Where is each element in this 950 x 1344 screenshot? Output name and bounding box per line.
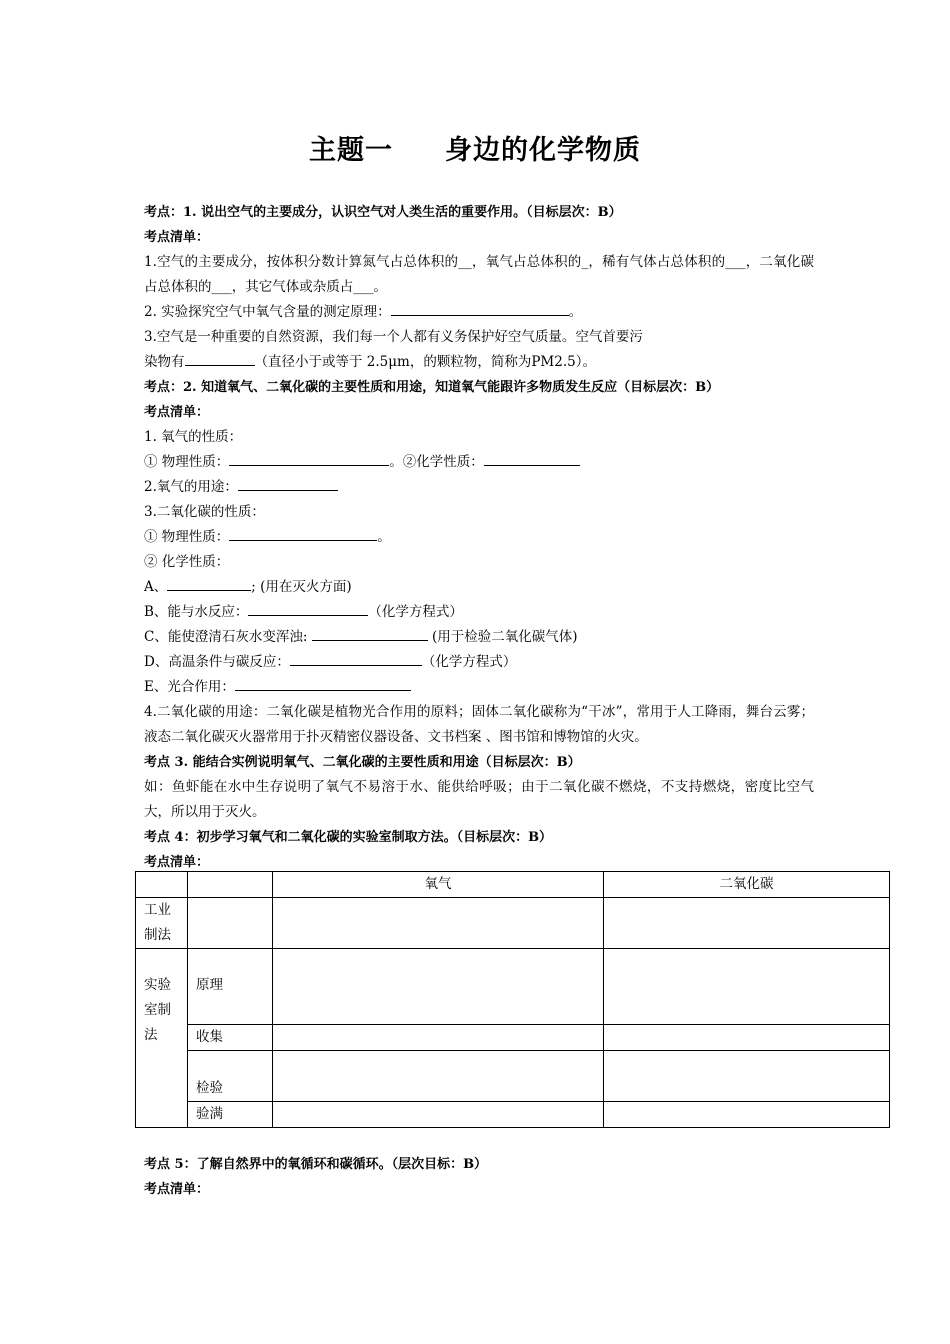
co2-item-d: D、高温条件与碳反应： （化学方程式）: [144, 650, 814, 675]
co2-uses: 4.二氧化碳的用途：二氧化碳是植物光合作用的原料；固体二氧化碳称为“干冰”，常用于人工降雨，舞台云雾；液态二氧化碳灭火器常用于扑灭精密仪器设备、文书档案 、图书馆和博物馆的火灾。: [144, 704, 814, 745]
table-cell: [273, 1102, 604, 1128]
blank-line: [229, 451, 389, 466]
k3-text: 如：鱼虾能在水中生存说明了氧气不易溶于水、能供给呼吸；由于二氧化碳不燃烧，不支持燃烧，密度比空气大，所以用于灭火。: [144, 779, 814, 820]
blank-line: [238, 476, 338, 491]
blank-line: [235, 676, 411, 691]
o2-physical-chemical: ① 物理性质： 。②化学性质：: [144, 450, 814, 475]
table-cell: [273, 898, 604, 949]
table-row: [136, 949, 890, 1025]
co2-physical: ① 物理性质： 。: [144, 525, 814, 550]
k5-heading: 考点 5：了解自然界中的氧循环和碳循环。（层次目标：B）: [144, 1157, 488, 1172]
table-row: [136, 1025, 890, 1051]
table-cell: [604, 1051, 890, 1102]
k1-heading: 考点：1. 说出空气的主要成分，认识空气对人类生活的重要作用。（目标层次：B）: [144, 205, 622, 220]
table-cell: [604, 1102, 890, 1128]
co2-properties: 3.二氧化碳的性质：: [144, 504, 265, 520]
k1-p1: 1.空气的主要成分，按体积分数计算氮气占总体积的__，氧气占总体积的_，稀有气体占总体积的___，二氧化碳占总体积的___，其它气体或杂质占___。: [144, 254, 814, 295]
table-cell: [136, 872, 188, 898]
row-label-collect: 收集: [188, 1025, 273, 1051]
blank-line: [167, 576, 251, 591]
o2-uses: 2.氧气的用途：: [144, 475, 814, 500]
table-cell: [604, 1025, 890, 1051]
preparation-table: [135, 871, 890, 1128]
table-cell: [604, 898, 890, 949]
table-cell: [604, 949, 890, 1025]
table-cell: [188, 898, 273, 949]
main-content: [144, 200, 814, 875]
co2-chemical: ② 化学性质：: [144, 554, 230, 570]
co2-item-c: C、能使澄清石灰水变浑浊: (用于检验二氧化碳气体): [144, 625, 814, 650]
k1-list-label: 考点清单：: [144, 230, 210, 245]
blank-line: [229, 526, 377, 541]
blank-line: [312, 626, 428, 641]
k4-heading: 考点 4：初步学习氧气和二氧化碳的实验室制取方法。（目标层次：B）: [144, 830, 553, 845]
row-label-test: 检验: [188, 1051, 273, 1102]
blank-line: [248, 601, 368, 616]
co2-item-b: B、能与水反应： （化学方程式）: [144, 600, 814, 625]
row-label-full: 验满: [188, 1102, 273, 1128]
header-co2: 二氧化碳: [604, 872, 890, 898]
k4-list-label: 考点清单：: [144, 855, 210, 870]
table-cell: [273, 1051, 604, 1102]
k1-p2: 2. 实验探究空气中氧气含量的测定原理： 。: [144, 300, 814, 325]
o2-properties: 1. 氧气的性质：: [144, 429, 243, 445]
table-row: [136, 1102, 890, 1128]
blank-line: [185, 351, 255, 366]
k1-p3a: 3.空气是一种重要的自然资源，我们每一个人都有义务保护好空气质量。空气首要污: [144, 329, 643, 345]
table-cell: [273, 949, 604, 1025]
table-cell: [273, 1025, 604, 1051]
row-label-principle: 原理: [188, 949, 273, 1025]
table-cell: [188, 872, 273, 898]
blank-line: [484, 451, 580, 466]
table-row: [136, 1051, 890, 1102]
k5-section: [144, 1152, 814, 1202]
co2-item-a: A、 ; (用在灭火方面): [144, 575, 814, 600]
k2-heading: 考点：2. 知道氧气、二氧化碳的主要性质和用途，知道氧气能跟许多物质发生反应（目标层次：B）: [144, 380, 720, 395]
k3-heading: 考点 3. 能结合实例说明氧气、二氧化碳的主要性质和用途（目标层次：B）: [144, 755, 581, 770]
row-label-lab: 实验室制法: [136, 949, 188, 1128]
co2-item-e: E、光合作用：: [144, 675, 814, 700]
table-row: [136, 898, 890, 949]
table-header-row: [136, 872, 890, 898]
row-label-industry: 工业制法: [136, 898, 188, 949]
k1-p3b: 染物有 （直径小于或等于 2.5μm，的颗粒物，简称为PM2.5）。: [144, 350, 814, 375]
header-oxygen: 氧气: [273, 872, 604, 898]
k2-list-label: 考点清单：: [144, 405, 210, 420]
page-title: 主题一 身边的化学物质: [309, 135, 641, 166]
k5-list-label: 考点清单：: [144, 1182, 210, 1197]
blank-line: [391, 301, 569, 316]
blank-line: [290, 651, 422, 666]
